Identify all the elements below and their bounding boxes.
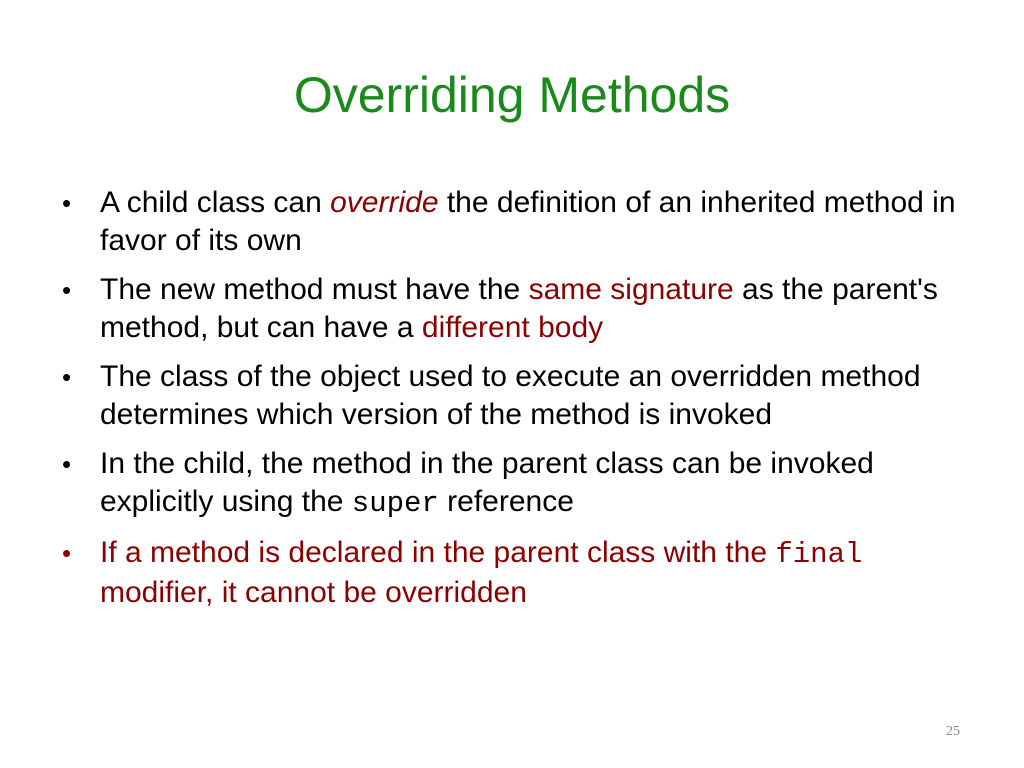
- bullet-icon: •: [62, 188, 72, 218]
- bullet-text: the definition of an inherited method in favor of its own: [100, 186, 956, 257]
- page-number: 25: [946, 724, 960, 739]
- bullet-list: [62, 184, 972, 623]
- bullet-text: If a method is declared in the parent class with the: [100, 536, 776, 569]
- code-final: final: [775, 538, 863, 571]
- bullet-text: modifier, it cannot be overridden: [100, 576, 527, 609]
- bullet-text: The new method must have the: [100, 273, 529, 306]
- bullet-icon: •: [62, 538, 72, 568]
- bullet-item-object-class: [62, 358, 972, 434]
- bullet-text: A child class can: [100, 186, 331, 219]
- bullet-item-override: [62, 184, 972, 260]
- bullet-item-signature: [62, 271, 972, 347]
- bullet-item-final: [62, 534, 972, 612]
- bullet-icon: •: [62, 275, 72, 305]
- bullet-text: as the parent's method, but can have a: [100, 273, 938, 344]
- code-super: super: [351, 487, 439, 520]
- emphasis-same-signature: same signature: [528, 273, 734, 306]
- slide-title: Overriding Methods: [293, 67, 731, 123]
- bullet-icon: •: [62, 362, 72, 392]
- emphasis-override: override: [330, 186, 439, 219]
- bullet-icon: •: [62, 449, 72, 479]
- bullet-text: In the child, the method in the parent class can be invoked explicitly using the: [100, 447, 874, 518]
- emphasis-different-body: different body: [421, 311, 604, 344]
- bullet-item-super: [62, 445, 972, 523]
- bullet-text: reference: [438, 485, 574, 518]
- bullet-text: The class of the object used to execute an overridden method determines which version of the method is invoked: [100, 360, 921, 431]
